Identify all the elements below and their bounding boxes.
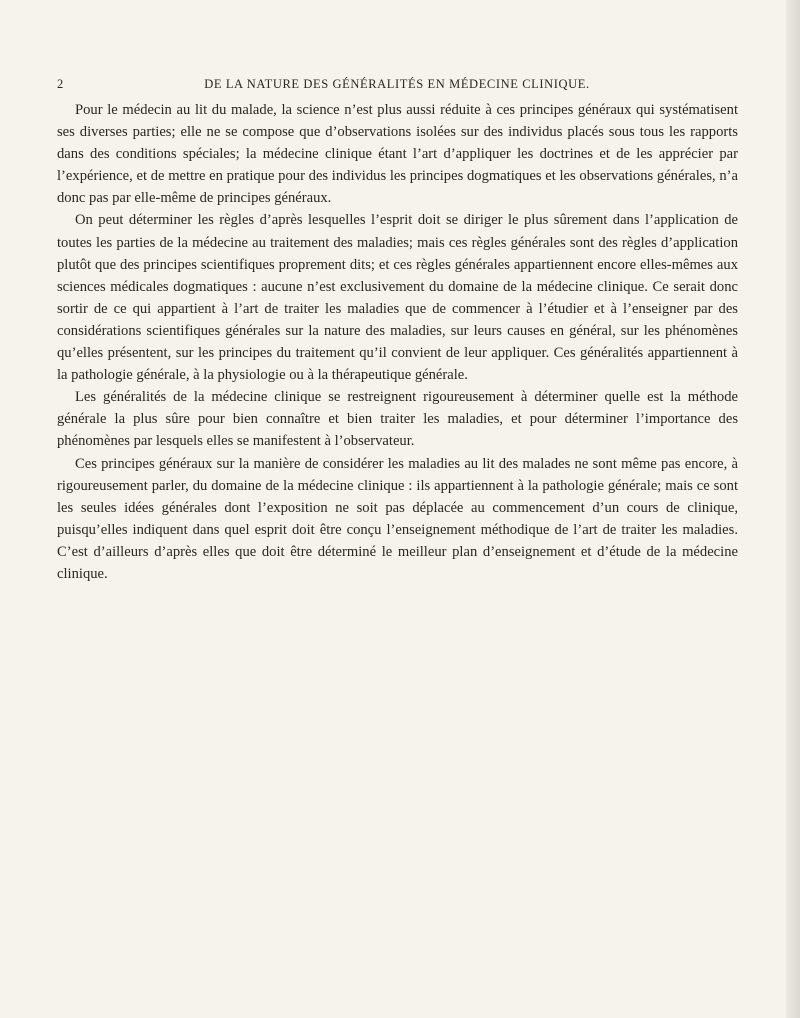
paragraph: On peut déterminer les règles d’après lesquelles l’esprit doit se diriger le plus sûrement dans l’application de toutes les parties de la médecine au traitement des maladies; mais ces règles générales sont des règles d’application plutôt que des principes scientifiques proprement dits; et ces règles générales appartiennent encore elles-mêmes aux sciences médicales dogmatiques : aucune n’est exclusivement du domaine de la médecine clinique. Ce serait donc sortir de ce qui appartient à l’art de traiter les maladies que de commencer à l’étudier et à l’enseigner par des considérations scientifiques générales sur la nature des maladies, sur leurs causes en général, sur les phénomènes qu’elles présentent, sur les principes du traitement qu’il convient de leur appliquer. Ces généralités appartiennent à la pathologie générale, à la physiologie ou à la thérapeutique générale.: [57, 212, 738, 384]
paragraph: Pour le médecin au lit du malade, la science n’est plus aussi réduite à ces principes généraux qui systématisent ses diverses parties; elle ne se compose que d’observations isolées sur des individus placés sous tous les rapports dans des conditions spéciales; la médecine clinique étant l’art d’appliquer les doctrines et de les apprécier par l’expérience, et de mettre en pratique pour des individus les principes dogmatiques et les observations générales, n’a donc pas par elle-même de principes généraux.: [57, 102, 738, 207]
paragraph: Ces principes généraux sur la manière de considérer les maladies au lit des malades ne sont même pas encore, à rigoureusement parler, du domaine de la médecine clinique : ils appartiennent à la pathologie générale; mais ce sont les seules idées générales dont l’exposition ne soit pas déplacée au commencement d’un cours de clinique, puisqu’elles indiquent dans quel esprit doit être conçu l’enseignement méthodique de l’art de traiter les maladies. C’est d’ailleurs d’après elles que doit être déterminé le meilleur plan d’enseignement et d’étude de la médecine clinique.: [57, 455, 738, 582]
page-number: 2: [57, 77, 64, 91]
running-title: DE LA NATURE DES GÉNÉRALITÉS EN MÉDECINE CLINIQUE.: [204, 77, 590, 91]
running-header: [57, 77, 737, 97]
page-edge: [786, 0, 800, 1018]
body-text: [57, 99, 738, 585]
paragraph: Les généralités de la médecine clinique se restreignent rigoureusement à déterminer quelle est la méthode générale la plus sûre pour bien connaître et bien traiter les maladies, et pour déterminer l’importance des phénomènes par lesquels elles se manifestent à l’observateur.: [57, 389, 738, 450]
